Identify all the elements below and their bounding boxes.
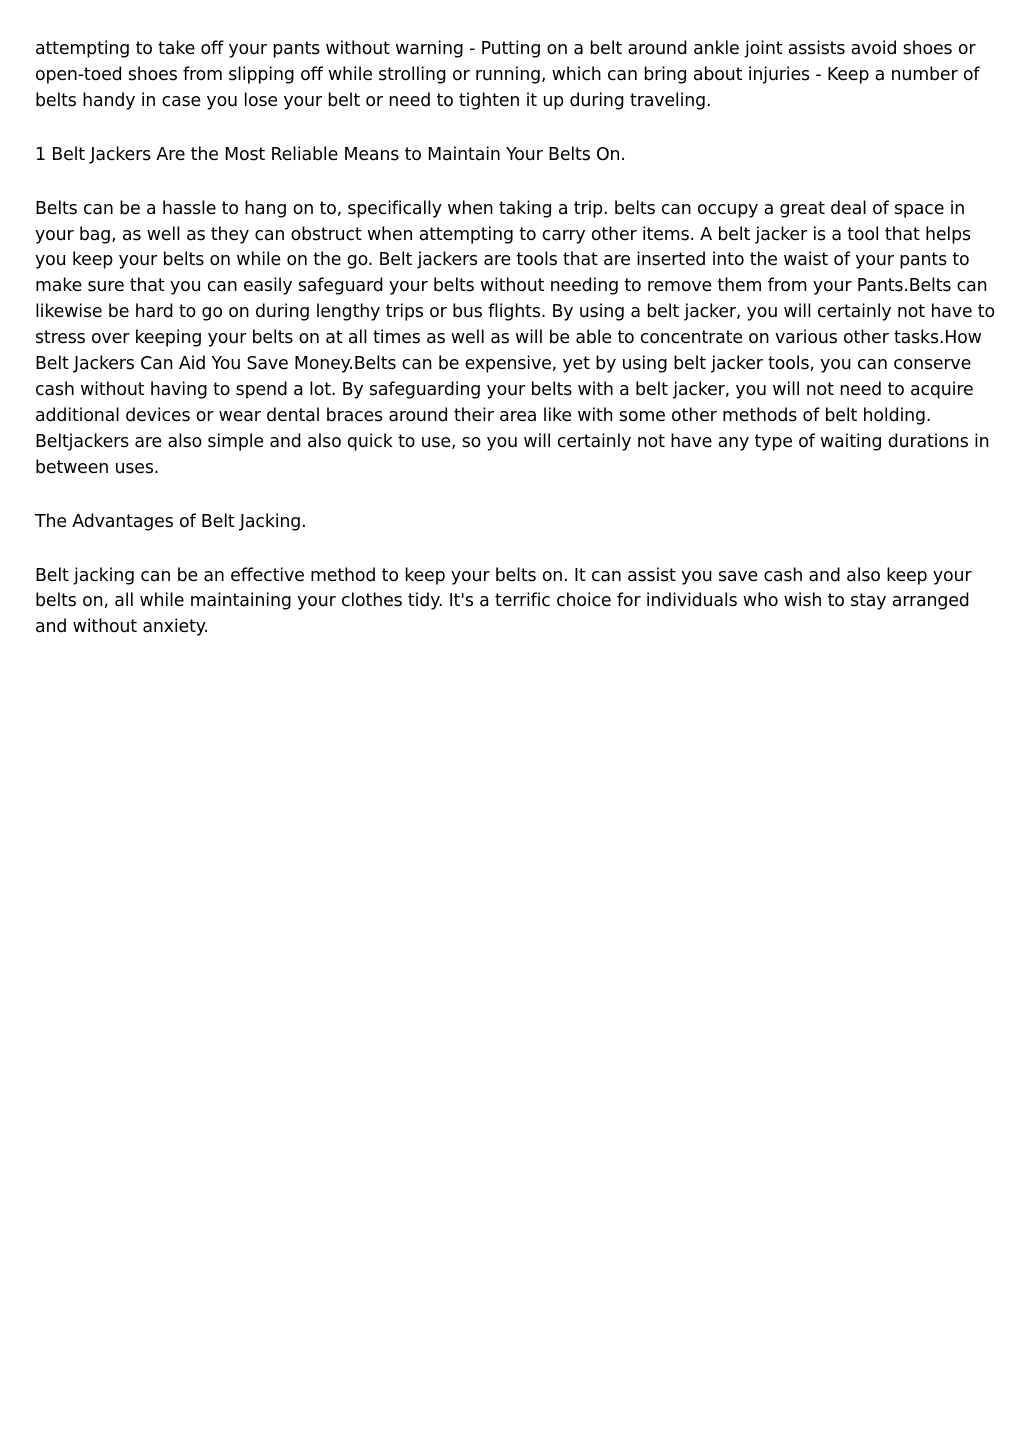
paragraph-advantages: Belt jacking can be an effective method to keep your belts on. It can assist you save cash and also keep your belts on, all while maintaining your clothes tidy. It's a terrific choice for individuals who wish to stay arranged and without anxiety. bbox=[35, 565, 972, 638]
paragraph-intro: attempting to take off your pants without warning - Putting on a belt around ankle joint assists avoid shoes or open-toed shoes from slipping off while strolling or running, which can bring about injuries - Keep a number of belts handy in case you lose your belt or need to tighten it up during traveling. bbox=[35, 39, 980, 111]
section-heading-belt-jackers: 1 Belt Jackers Are the Most Reliable Means to Maintain Your Belts On. bbox=[35, 144, 626, 165]
section-heading-advantages: The Advantages of Belt Jacking. bbox=[35, 511, 307, 532]
paragraph-belt-jackers: Belts can be a hassle to hang on to, specifically when taking a trip. belts can occupy a great deal of space in your bag, as well as they can obstruct when attempting to carry other items. A belt jacker is a tool that helps you keep your belts on while on the go. Belt jackers are tools that are inserted into the waist of your pants to make sure that you can easily safeguard your belts without needing to remove them from your Pants.Belts can likewise be hard to go on during lengthy trips or bus flights. By using a belt jacker, you will certainly not have to stress over keeping your belts on at all times as well as will be able to concentrate on various other tasks.How Belt Jackers Can Aid You Save Money.Belts can be expensive, yet by using belt jacker tools, you can conserve cash without having to spend a lot. By safeguarding your belts with a belt jacker, you will not need to acquire additional devices or wear dental braces around their area like with some other methods of belt holding. Beltjackers are also simple and also quick to use, so you will certainly not have any type of waiting durations in between uses. bbox=[35, 198, 995, 478]
document-page bbox=[35, 37, 995, 669]
